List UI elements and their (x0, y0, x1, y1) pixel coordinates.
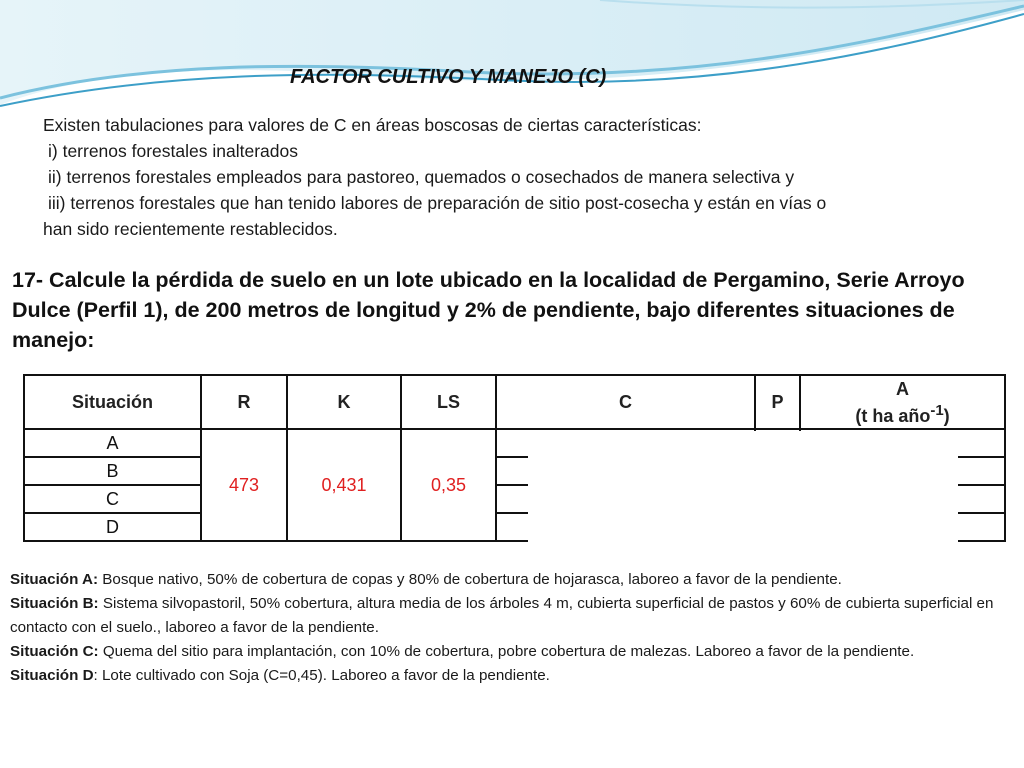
header-a (800, 375, 1005, 429)
header-a-symbol: A (896, 378, 909, 399)
situation-descriptions (10, 568, 1015, 688)
row-label-d: D (24, 513, 201, 541)
situation-label: Situación D (10, 667, 94, 684)
header-k: K (287, 375, 401, 429)
row-label-a: A (24, 429, 201, 457)
unit-close: ) (943, 405, 950, 426)
value-k: 0,431 (287, 429, 401, 541)
situation-desc-d (10, 664, 1015, 688)
problem-statement: 17- Calcule la pérdida de suelo en un lote ubicado en la localidad de Pergamino, Serie Arroyo Dulce (Perfil 1), de 200 metros de longitud y 2% de pendiente, bajo diferentes situaciones de manejo: (12, 268, 965, 352)
unit-text: (t ha año (855, 405, 931, 426)
decorative-wave-banner (0, 0, 1024, 110)
header-r: R (201, 375, 287, 429)
intro-text (43, 112, 983, 242)
situation-text: Sistema silvopastoril, 50% cobertura, altura media de los árboles 4 m, cubierta superficial de pastos y 60% de cubierta superficial en contacto con el suelo., laboreo a favor de la pendiente. (10, 595, 994, 636)
situation-label: Situación B: (10, 595, 99, 612)
situation-text: : Lote cultivado con Soja (C=0,45). Laboreo a favor de la pendiente. (93, 667, 550, 684)
header-a-unit (855, 401, 950, 426)
table-header-row (24, 375, 1005, 429)
situation-desc-c (10, 640, 1015, 664)
header-c: C (496, 375, 755, 429)
unit-exponent: -1 (930, 401, 944, 419)
header-ls: LS (401, 375, 496, 429)
value-r: 473 (201, 429, 287, 541)
header-p: P (755, 375, 800, 429)
value-ls: 0,35 (401, 429, 496, 541)
situation-desc-b (10, 592, 1015, 640)
intro-lead: Existen tabulaciones para valores de C en áreas boscosas de ciertas características: (43, 115, 702, 135)
intro-item-3: iii) terrenos forestales que han tenido labores de preparación de sitio post-cosecha y están en vías o (48, 193, 827, 213)
answer-cover-box (528, 431, 958, 549)
situation-text: Bosque nativo, 50% de cobertura de copas y 80% de cobertura de hojarasca, laboreo a favor de la pendiente. (98, 571, 842, 588)
situation-desc-a (10, 568, 1015, 592)
row-label-c: C (24, 485, 201, 513)
intro-tail: han sido recientemente restablecidos. (43, 219, 338, 239)
intro-item-1: i) terrenos forestales inalterados (48, 141, 298, 161)
slide-title: FACTOR CULTIVO Y MANEJO (C) (290, 66, 607, 88)
situation-text: Quema del sitio para implantación, con 10% de cobertura, pobre cobertura de malezas. Laboreo a favor de la pendiente. (98, 643, 915, 660)
header-situacion: Situación (24, 375, 201, 429)
intro-item-2: ii) terrenos forestales empleados para pastoreo, quemados o cosechados de manera selectiva y (48, 167, 795, 187)
situation-label: Situación C: (10, 643, 99, 660)
row-label-b: B (24, 457, 201, 485)
situation-label: Situación A: (10, 571, 99, 588)
